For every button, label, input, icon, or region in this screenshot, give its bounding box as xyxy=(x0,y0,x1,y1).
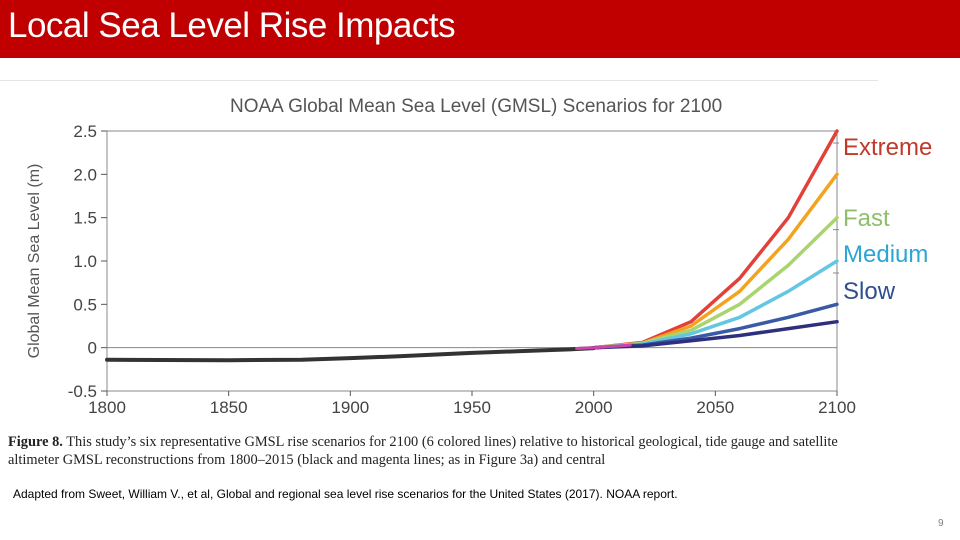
historical-line xyxy=(107,348,594,360)
x-tick-label: 2000 xyxy=(574,398,613,417)
x-tick-label: 2100 xyxy=(818,398,856,417)
legend-label-extreme: Extreme xyxy=(843,134,933,161)
source-citation: Adapted from Sweet, William V., et al, Global and regional sea level rise scenarios for the United States (2017). NOAA report. xyxy=(13,487,678,501)
slide-title: Local Sea Level Rise Impacts xyxy=(8,6,456,45)
y-axis-label: Global Mean Sea Level (m) xyxy=(26,163,43,359)
x-tick-label: 1900 xyxy=(331,398,370,417)
x-tick-label: 1850 xyxy=(209,398,248,417)
figure-caption xyxy=(8,433,876,469)
y-tick-label: 1.5 xyxy=(73,208,97,228)
caption-text: This study’s six representative GMSL rise scenarios for 2100 (6 colored lines) relative to historical geological, tide gauge and satellite altimeter GMSL reconstructions from 1800–2015 (black and magenta lines; as in Figure 3a) and central xyxy=(8,434,838,468)
x-tick-label: 1950 xyxy=(453,398,491,417)
caption-label: Figure 8. xyxy=(8,434,63,450)
x-tick-label: 1800 xyxy=(88,398,126,417)
y-tick-label: 1.0 xyxy=(73,252,97,271)
y-tick-label: 0.5 xyxy=(73,295,97,315)
y-tick-label: 2.0 xyxy=(73,165,97,185)
x-tick-label: 2050 xyxy=(696,398,735,417)
title-bar xyxy=(0,0,960,58)
scenario-line-unnamed-1 xyxy=(594,174,837,347)
chart-title: NOAA Global Mean Sea Level (GMSL) Scenarios for 2100 xyxy=(230,96,723,117)
page-number: 9 xyxy=(938,518,944,529)
legend-label-medium: Medium xyxy=(843,241,929,268)
y-tick-label: 0 xyxy=(87,338,97,358)
y-tick-label: 2.5 xyxy=(73,122,97,141)
y-tick-label: -0.5 xyxy=(67,382,97,401)
legend-label-slow: Slow xyxy=(843,278,896,305)
sea-level-chart xyxy=(0,81,878,431)
figure-panel xyxy=(0,80,878,473)
legend-label-fast: Fast xyxy=(843,205,890,232)
